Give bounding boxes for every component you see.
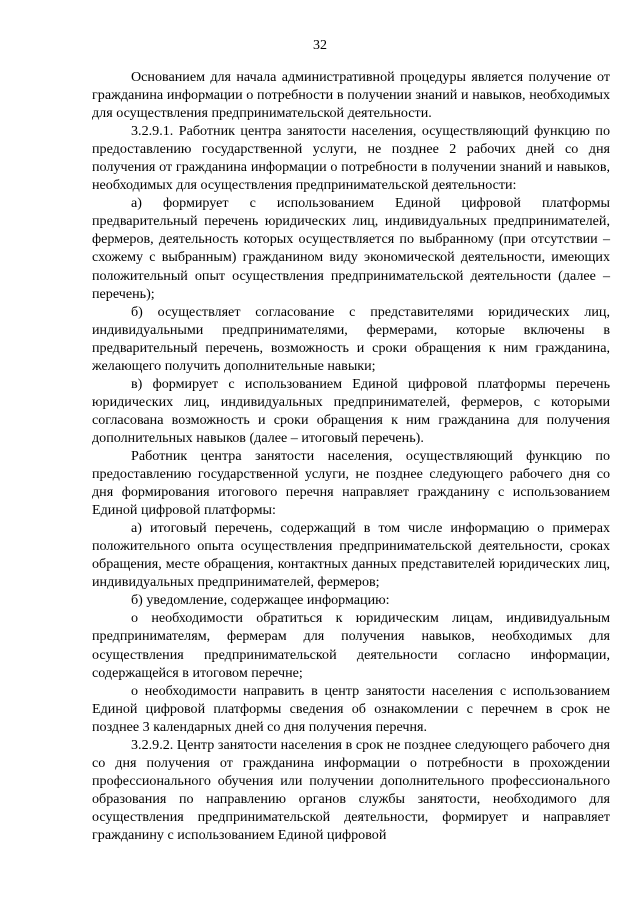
paragraph-3-2-9-2: 3.2.9.2. Центр занятости населения в срок не позднее следующего рабочего дня со дня получения от гражданина информации о потребности в прохождении профессионального обучения или получении дополнительного профессионального образования по направлению органов службы занятости, необходимого для осуществления предпринимательской деятельности, формирует и направляет гражданину с использованием Единой цифровой	[92, 736, 610, 843]
paragraph-item-a-final-list-content: а) итоговый перечень, содержащий в том числе информацию о примерах положительного опыта осуществления предпринимательской деятельности, сроках обращения, месте обращения, контактных данных представителей юридических лиц, индивидуальных предпринимателей, фермеров;	[92, 520, 610, 591]
paragraph-need-to-contact: о необходимости обратиться к юридическим лицам, индивидуальным предпринимателям, фермерам для получения навыков, необходимых для осуществления предпринимательской деятельности согласно информации, содержащейся в итоговом перечне;	[92, 610, 610, 681]
paragraph-basis: Основанием для начала административной процедуры является получение от гражданина информации о потребности в получении знаний и навыков, необходимых для осуществления предпринимательской деятельности.	[92, 69, 610, 122]
document-body	[92, 68, 610, 844]
paragraph-item-b-coordination: б) осуществляет согласование с представителями юридических лиц, индивидуальными предпринимателями, фермерами, которые включены в предварительный перечень, возможность и сроки обращения к ним гражданина, желающего получить дополнительные навыки;	[92, 303, 610, 374]
paragraph-item-v-final-list: в) формирует с использованием Единой цифровой платформы перечень юридических лиц, индивидуальных предпринимателей, фермеров, с которыми согласована возможность и сроки обращения к ним гражданина для получения дополнительных навыков (далее – итоговый перечень).	[92, 375, 610, 446]
page-number: 32	[313, 38, 327, 53]
paragraph-employee-sends: Работник центра занятости населения, осуществляющий функцию по предоставлению государственной услуги, не позднее следующего рабочего дня со дня формирования итогового перечня направляет гражданину с использованием Единой цифровой платформы:	[92, 447, 610, 519]
paragraph-item-a-preliminary-list: а) формирует с использованием Единой цифровой платформы предварительный перечень юридических лиц, индивидуальных предпринимателей, фермеров, деятельность которых осуществляется по выбранному (при отсутствии – схожему с выбранным) гражданином виду экономической деятельности, имеющих положительный опыт осуществления предпринимательской деятельности (далее – перечень);	[92, 195, 610, 302]
paragraph-need-to-send: о необходимости направить в центр занятости населения с использованием Единой цифровой платформы сведения об ознакомлении с перечнем в срок не позднее 3 календарных дней со дня получения перечня.	[92, 682, 610, 735]
paragraph-item-b-notification: б) уведомление, содержащее информацию:	[131, 592, 390, 609]
paragraph-3-2-9-1: 3.2.9.1. Работник центра занятости населения, осуществляющий функцию по предоставлению государственной услуги, не позднее 2 рабочих дней со дня получения от гражданина информации о потребности в получении знаний и навыков, необходимых для осуществления предпринимательской деятельности:	[92, 123, 610, 194]
